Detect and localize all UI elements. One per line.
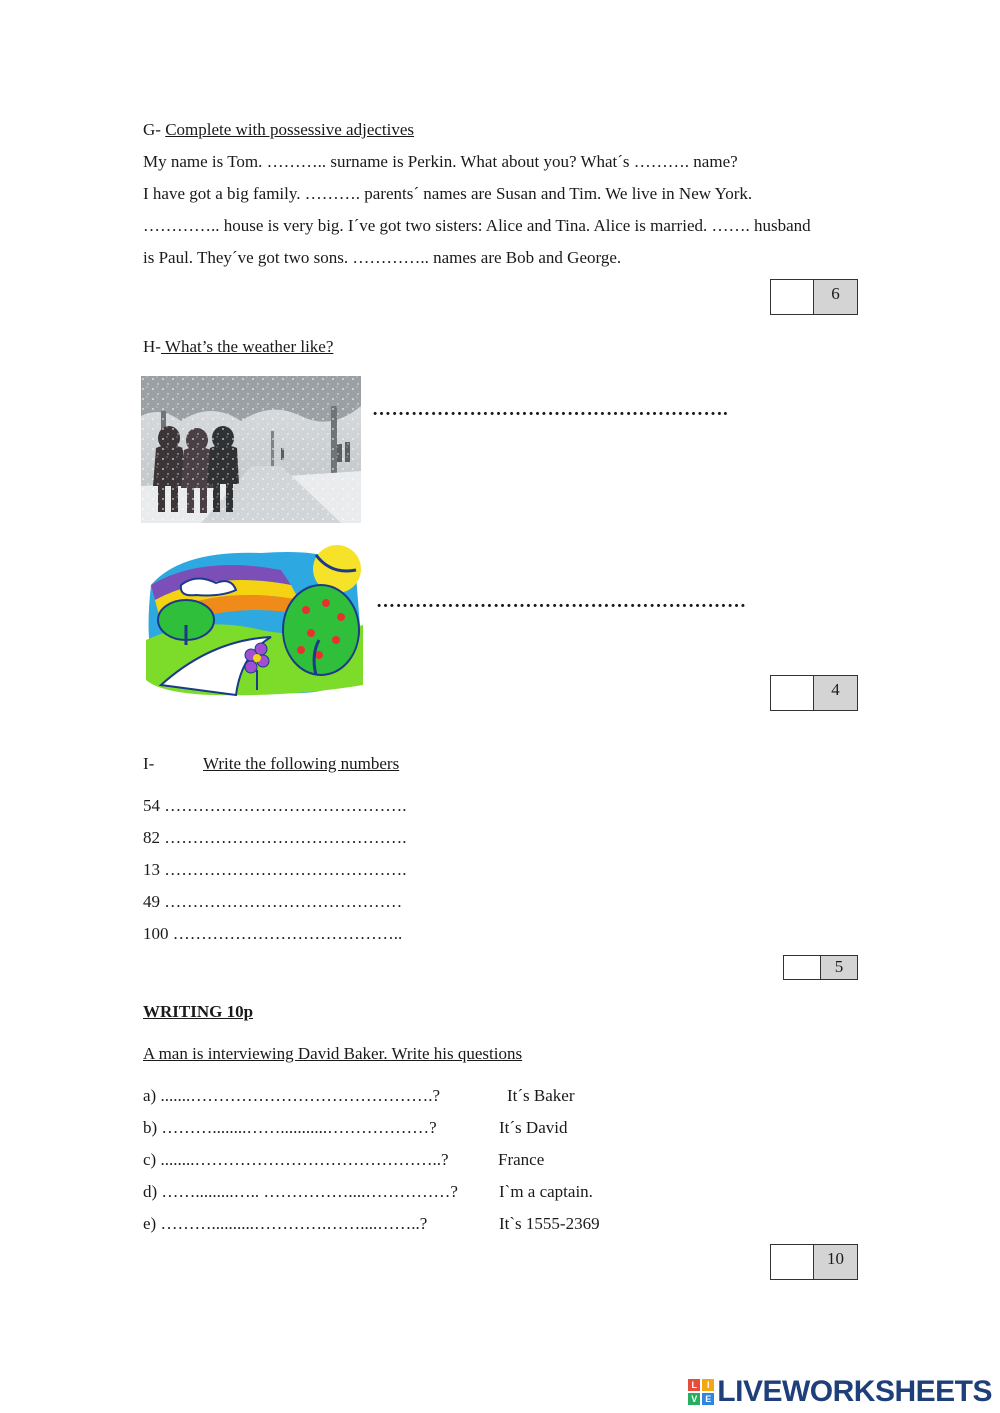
question-answer-c: France: [498, 1150, 545, 1169]
number-item-49[interactable]: 49 ……………………………………: [143, 892, 403, 911]
number-item-54[interactable]: 54 …………………………………….: [143, 796, 407, 815]
section-g-line-3: ………….. house is very big. I´ve got two sisters: Alice and Tina. Alice is married. ……. husband: [143, 216, 811, 235]
score-points-writing: 10: [814, 1245, 857, 1279]
section-h-heading: H- What’s the weather like?: [143, 337, 334, 356]
writing-title: WRITING 10p: [143, 1002, 254, 1021]
weather-answer-line-2[interactable]: …………………………………………………: [376, 591, 747, 612]
snowy-weather-image: [141, 376, 361, 523]
section-g-line-4: is Paul. They´ve got two sons. ………….. names are Bob and George.: [143, 248, 622, 267]
score-input-h[interactable]: [771, 676, 814, 710]
writing-instruction: A man is interviewing David Baker. Write his questions: [143, 1044, 523, 1063]
section-g-line-1: My name is Tom. ……….. surname is Perkin. What about you? What´s ………. name?: [143, 152, 738, 171]
section-i-prefix: I-: [143, 754, 155, 773]
score-input-writing[interactable]: [771, 1245, 814, 1279]
score-points-h: 4: [814, 676, 857, 710]
question-answer-b: It´s David: [499, 1118, 568, 1137]
number-item-82[interactable]: 82 …………………………………….: [143, 828, 407, 847]
score-box-i: [783, 955, 858, 980]
sunny-weather-image: [141, 545, 366, 700]
question-prompt-e[interactable]: e) ………..........………….……....……..?: [143, 1214, 428, 1233]
section-g-title: Complete with possessive adjectives: [165, 120, 415, 139]
number-item-100[interactable]: 100 …………………………………..: [143, 924, 403, 943]
weather-answer-line-1[interactable]: ……………………………………………….: [372, 399, 729, 420]
question-prompt-d[interactable]: d) …….........….. ……………....……………?: [143, 1182, 458, 1201]
question-prompt-a[interactable]: a) .......…………………………………….?: [143, 1086, 441, 1105]
score-box-writing: [770, 1244, 858, 1280]
liveworksheets-logo-text: LIVEWORKSHEETS: [717, 1375, 992, 1408]
question-prompt-c[interactable]: c) ........……………………………………..?: [143, 1150, 449, 1169]
section-g-heading: G- Complete with possessive adjectives: [143, 120, 415, 139]
section-h-title: What’s the weather like?: [160, 337, 334, 356]
section-i-title: Write the following numbers: [203, 754, 400, 773]
number-item-13[interactable]: 13 …………………………………….: [143, 860, 407, 879]
score-points-i: 5: [821, 956, 857, 979]
question-answer-a: It´s Baker: [507, 1086, 575, 1105]
score-points-g: 6: [814, 280, 857, 314]
score-box-g: [770, 279, 858, 315]
liveworksheets-logo-icon: L I V E: [688, 1379, 714, 1405]
question-prompt-b[interactable]: b) ………........……...........………………?: [143, 1118, 437, 1137]
score-input-g[interactable]: [771, 280, 814, 314]
section-g-line-2: I have got a big family. ………. parents´ names are Susan and Tim. We live in New York.: [143, 184, 753, 203]
liveworksheets-logo: [688, 1375, 992, 1409]
score-box-h: [770, 675, 858, 711]
question-answer-e: It`s 1555-2369: [499, 1214, 600, 1233]
score-input-i[interactable]: [784, 956, 821, 979]
question-answer-d: I`m a captain.: [499, 1182, 593, 1201]
